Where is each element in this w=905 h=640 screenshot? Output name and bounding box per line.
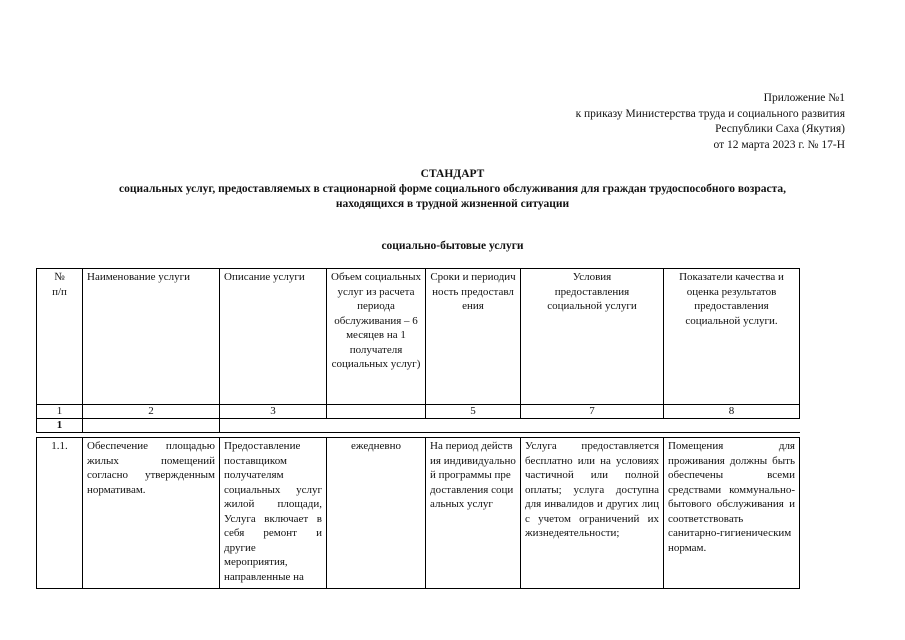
header-terms-label: Сроки и периодичность предоставления [430,271,516,312]
row-volume-cell [327,438,426,589]
document-heading: СТАНДАРТ [420,168,485,180]
appendix-line-4: от 12 марта 2023 г. № 17-Н [713,138,845,151]
appendix-line-1: Приложение №1 [763,92,845,104]
appendix-block [576,91,845,153]
header-cell-terms [426,269,521,405]
header-cell-number [37,269,83,405]
row-service-conditions: Услуга предоставляется бесплатно или на условиях частичной или полной оплаты; услуга доступна для инвалидов и других лиц с учетом ограничений их жизнедеятельности; [525,440,659,539]
header-cell-quality [664,269,800,405]
row-service-quality: Помещения для проживания должны быть обеспечены всеми средствами коммунально-бытового обслуживания и соответствовать санитарно-гигиеническим нормам. [668,440,795,554]
header-name-label: Наименование услуги [87,271,191,283]
row-terms-cell [426,438,521,589]
column-number-4 [327,405,426,419]
header-quality-label: Показатели качества и оценка результатов предоставления социальной услуги. [679,271,784,327]
column-number-6: 7 [521,405,664,419]
row-number: 1.1. [51,440,68,452]
document-subtitle-line-1: социальных услуг, предоставляемых в стационарной форме социального обслуживания для граждан трудоспособного возраста, [119,183,786,195]
document-subtitle-line-2: находящихся в трудной жизненной ситуации [335,198,570,210]
row-service-terms: На период действия индивидуальной программы предоставления социальных услуг [430,440,516,510]
column-number-5: 5 [426,405,521,419]
section-number-blank [220,419,800,433]
section-title: социально-бытовые услуги [381,240,524,252]
column-number-1: 1 [37,405,83,419]
header-cell-conditions [521,269,664,405]
row-number-cell [37,438,83,589]
header-cell-description [220,269,327,405]
column-number-7: 8 [664,405,800,419]
column-number-row [37,405,800,419]
column-number-3: 3 [220,405,327,419]
row-service-description: Предоставление поставщиком получателям социальных услуг жилой площади, Услуга включает в себя ремонт и другие мероприятия, направленные на [224,440,322,583]
header-conditions-label: Условия предоставления социальной услуги [547,271,637,312]
row-service-name: Обеспечение площадью жилых помещений согласно утвержденным нормативам. [87,440,215,496]
row-conditions-cell [521,438,664,589]
column-number-2: 2 [83,405,220,419]
section-number-spacer [83,419,220,433]
table-row [37,438,800,589]
section-number-row [37,419,800,433]
header-cell-volume [327,269,426,405]
header-cell-name [83,269,220,405]
section-number-cell: 1 [37,419,83,433]
header-number-label: № п/п [52,271,67,298]
table-header-row [37,269,800,405]
appendix-line-3: Республики Саха (Якутия) [715,123,845,135]
header-volume-label: Объем социальных услуг из расчета периода обслуживания – 6 месяцев на 1 получателя социальных услуг) [331,271,421,370]
header-description-label: Описание услуги [224,271,305,283]
row-service-volume: ежедневно [350,440,402,452]
appendix-line-2: к приказу Министерства труда и социального развития [575,107,845,120]
standard-table [36,268,800,589]
row-description-cell [220,438,327,589]
row-quality-cell [664,438,800,589]
row-name-cell [83,438,220,589]
